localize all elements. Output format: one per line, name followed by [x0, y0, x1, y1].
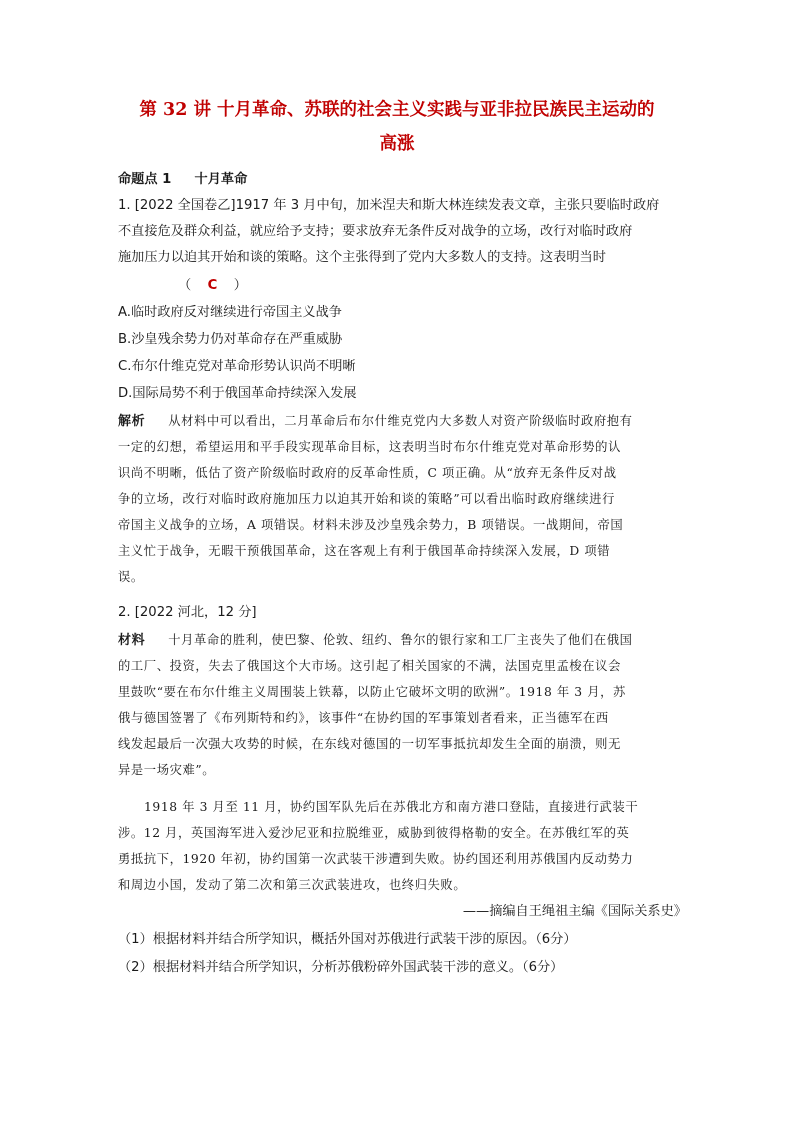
- q2-material-line: [118, 630, 633, 651]
- q1-analysis-line: 识尚不明晰，低估了资产阶级临时政府的反革命性质，C 项正确。从“放弃无条件反对战: [118, 466, 617, 480]
- q1-stem-line: 1. [2022 全国卷乙]1917 年 3 月中旬，加米涅夫和斯大林连续发表文章，主张只要临时政府: [118, 198, 660, 213]
- q1-stem-line: 不直接危及群众利益，就应给予支持；要求放弃无条件反对战争的立场，改行对临时政府: [118, 224, 633, 239]
- q1-option-a: A.临时政府反对继续进行帝国主义战争: [118, 305, 342, 320]
- q1-analysis-line: 帝国主义战争的立场，A 项错误。材料未涉及沙皇残余势力，B 项错误。一战期间，帝国: [118, 518, 624, 532]
- q2-material-text: 十月革命的胜利，使巴黎、伦敦、纽约、鲁尔的银行家和工厂主丧失了他们在俄国: [168, 633, 633, 647]
- q1-option-b: B.沙皇残余势力仍对革命存在严重威胁: [118, 332, 343, 347]
- q2-source: ——摘编自王绳祖主编《国际关系史》: [462, 904, 687, 919]
- q1-answer-close: ）: [233, 278, 247, 293]
- q2-paragraph-line: 涉。12 月，英国海军进入爱沙尼亚和拉脱维亚，威胁到彼得格勒的安全。在苏俄红军的英: [118, 826, 630, 840]
- q1-answer-open: （: [178, 278, 192, 293]
- q1-analysis-label: 解析: [118, 414, 146, 429]
- q1-option-c: C.布尔什维克党对革命形势认识尚不明晰: [118, 359, 356, 374]
- q1-analysis-line: 争的立场，改行对临时政府施加压力以迫其开始和谈的策略”可以看出临时政府继续进行: [118, 492, 615, 506]
- topic-point-heading: [118, 170, 247, 190]
- q2-material-line: 俄与德国签署了《布列斯特和约》，该事件“在协约国的军事策划者看来，正当德军在西: [118, 711, 609, 725]
- topic-point-name: 十月革命: [194, 172, 248, 187]
- q1-analysis-line: 主义忙于战争，无暇干预俄国革命，这在客观上有利于俄国革命持续深入发展，D 项错: [118, 544, 611, 558]
- q1-analysis-line: 误。: [118, 570, 144, 584]
- q2-subquestion-1: （1）根据材料并结合所学知识，概括外国对苏俄进行武装干涉的原因。（6分）: [118, 932, 577, 947]
- q1-analysis-text: 从材料中可以看出，二月革命后布尔什维克党内大多数人对资产阶级临时政府抱有: [168, 414, 633, 428]
- q1-answer: C: [207, 278, 218, 293]
- q2-paragraph-line: 勇抵抗下，1920 年初，协约国第一次武装干涉遭到失败。协约国还利用苏俄国内反动势力: [118, 852, 634, 866]
- q2-material-line: 异是一场灾难”。: [118, 763, 216, 777]
- q2-material-line: 线发起最后一次强大攻势的时候，在东线对德国的一切军事抵抗却发生全面的崩溃，则无: [118, 737, 621, 751]
- q2-material-line: 的工厂、投资，失去了俄国这个大市场。这引起了相关国家的不满，法国克里孟梭在议会: [118, 659, 621, 673]
- q2-paragraph-line: 1918 年 3 月至 11 月，协约国军队先后在苏俄北方和南方港口登陆，直接进行武装干: [144, 800, 639, 814]
- topic-point-label: 命题点 1: [118, 172, 172, 187]
- q1-analysis-line: [118, 411, 633, 432]
- q1-answer-bracket: [178, 276, 247, 296]
- q1-option-d: D.国际局势不利于俄国革命持续深入发展: [118, 386, 357, 401]
- lesson-title-line-2: 高涨: [379, 134, 415, 154]
- q1-analysis-line: 一定的幻想，希望运用和平手段实现革命目标，这表明当时布尔什维克党对革命形势的认: [118, 440, 621, 454]
- q2-subquestion-2: （2）根据材料并结合所学知识，分析苏俄粉碎外国武装干涉的意义。（6分）: [118, 960, 564, 975]
- q2-header: 2. [2022 河北，12 分]: [118, 605, 257, 620]
- q2-paragraph-line: 和周边小国，发动了第二次和第三次武装进攻，也终归失败。: [118, 878, 467, 892]
- q1-stem-line: 施加压力以迫其开始和谈的策略。这个主张得到了党内大多数人的支持。这表明当时: [118, 250, 606, 265]
- q2-material-line: 里鼓吹“要在布尔什维主义周围装上铁幕，以防止它破坏文明的欧洲”。1918 年 3 月，苏: [118, 685, 626, 699]
- lesson-title-line-1: 第 32 讲 十月革命、苏联的社会主义实践与亚非拉民族民主运动的: [139, 100, 655, 120]
- q2-material-label: 材料: [118, 633, 146, 648]
